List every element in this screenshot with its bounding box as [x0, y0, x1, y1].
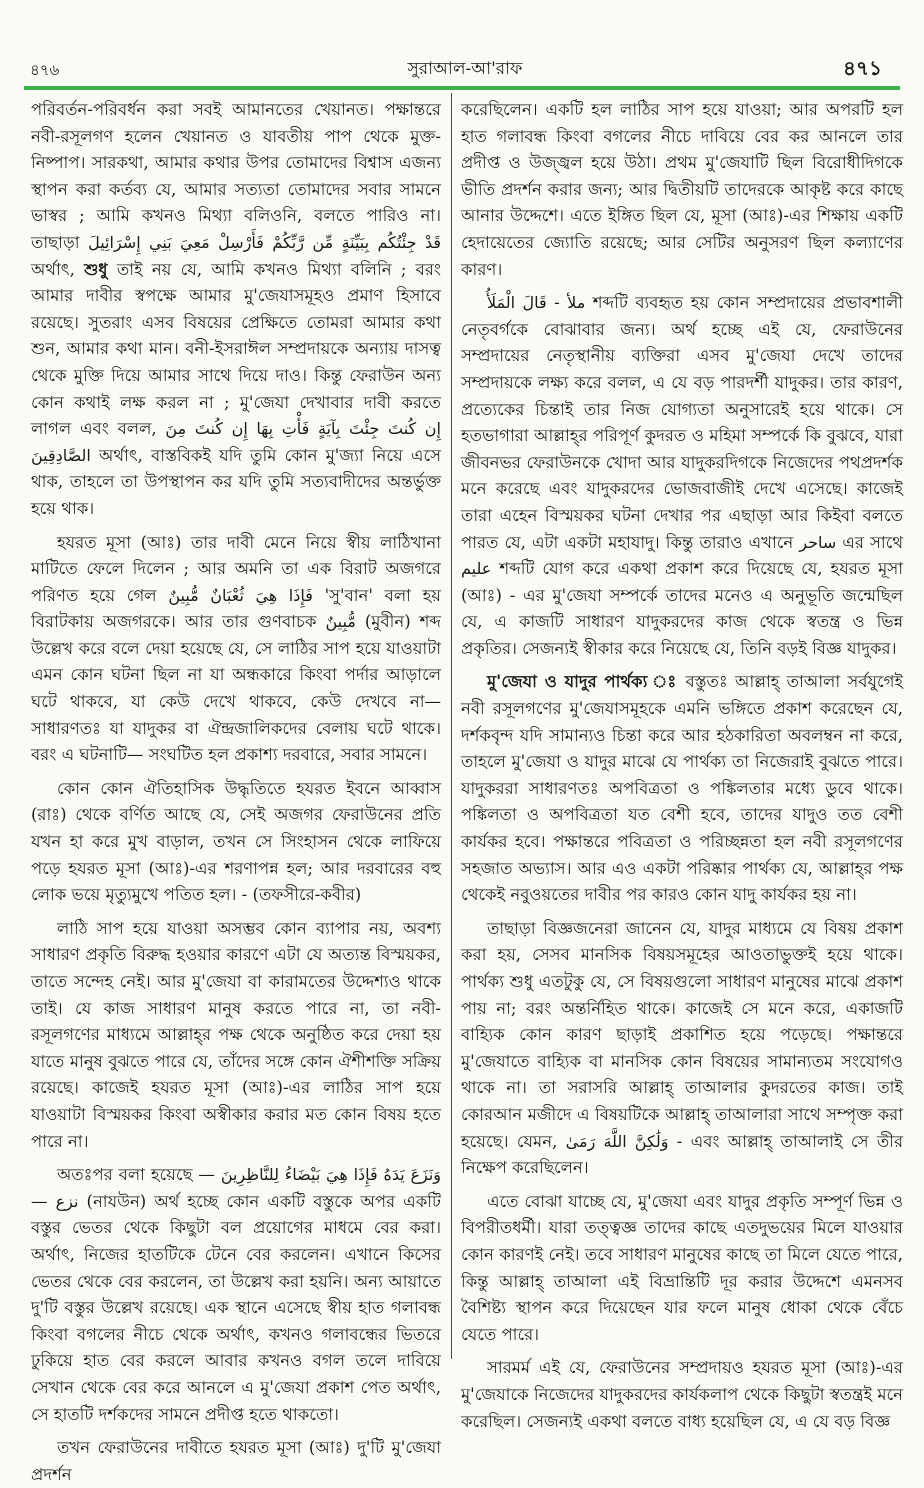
text-run: 'সু'বান' বলা হয় বিরাটকায় অজগরকে। আর তার গুণবাচক: [31, 585, 442, 632]
text-run: অর্থাৎ, বাস্তবিকই যদি তুমি কোন মু'জ্যা নিয়ে এসে থাক, তাহলে তা উপস্থাপন কর যদি তুমি সত্যবাদীদের অন্তর্ভুক্ত হয়ে থাক।: [31, 445, 442, 518]
arabic-quote: إِن كُنتَ جِئْتَ بِآيَةٍ فَأْتِ بِهَا إِن كُنتَ مِنَ الصَّادِقِينَ: [31, 419, 441, 465]
paragraph: [31, 97, 441, 523]
text-run: এতে বোঝা যাচ্ছে যে, মু'জেযা এবং যাদুর প্রকৃতি সম্পূর্ণ ভিন্ন ও বিপরীতধর্মী। যারা তত্ত্বজ্ঞ তাদের কাছে এতদুভয়ের মিলে যাওয়ার কোন কারণই নেই। তবে সাধারণ মানুষের কাছে তা মিলে যেতে পারে, কিন্তু আল্লাহ্‌ তাআলা এই বিভ্রান্তিটি দূর করার উদ্দেশে এমনসব বৈশিষ্ট্য স্থাপন করে দিয়েছেন যার ফলে মানুষ ধোকা থেকে বেঁচে যেতে পারে।: [461, 1191, 903, 1344]
paragraph: [461, 916, 903, 1182]
text-run: অর্থাৎ,: [31, 259, 75, 279]
left-column: [31, 97, 442, 1484]
text-run: পরিবর্তন-পরিবর্ধন করা সবই আমানতের খেয়ানত। পক্ষান্তরে নবী-রসূলগণ হলেন খেয়ানত ও যাবতীয় পাপ থেকে মুক্ত-নিষ্পাপ। সারকথা, আমার কথার উপর তোমাদের বিশ্বাস এজন্য স্থাপন করা কর্তব্য যে, আমার সত্যতা তোমাদের সবার সামনে ভাস্বর ; আমি কখনও মিথ্যা বলিওনি, বলতে পারিও না। তাছাড়া: [31, 100, 441, 252]
bold-text: শুধু: [84, 259, 108, 279]
text-run: করেছিলেন। একটি হল লাঠির সাপ হয়ে যাওয়া; আর অপরটি হল হাত গলাবন্ধ কিংবা বগলের নীচে দাবিয়ে বের কর আনলে তার প্রদীপ্ত ও উজ্জ্বল হয়ে উঠা। প্রথম মু'জেযাটি ছিল বিরোধীদিগকে ভীতি প্রদর্শন করার জন্য; আর দ্বিতীয়টি তাদেরকে আকৃষ্ট করে কাছে আনার উদ্দেশে। এতে ইঙ্গিত ছিল যে, মূসা (আঃ)-এর শিক্ষায় একটি হেদায়েতের জ্যোতি রয়েছে; আর সেটির অনুসরণ ছিল কল্যাণের কারণ।: [461, 100, 903, 279]
column-divider: [451, 93, 452, 1359]
right-column: [461, 97, 904, 1431]
text-run: তাই নয় যে, আমি কখনও মিথ্যা বলিনি ; বরং আমার দাবীর স্বপক্ষে আমার মু'জেযাসমূহও প্রমাণ হিসাবে রয়েছে। সুতরাং এসব বিষয়ের প্রেক্ষিতে তোমরা আমার কথা শুন, আমার কথা মান। বনী-ইসরাঈল সম্প্রদায়কে অন্যায় দাসত্ব থেকে মুক্তি দিয়ে আমার সাথে দিয়ে দাও। কিন্তু ফেরাউন অন্য কোন কথাই লক্ষ করল না ; মু'জেযা দেখাবার দাবী করতে লাগল এবং বলল,: [31, 259, 441, 439]
page-number-left: ৪৭৬: [30, 61, 60, 79]
section-heading: মু'জেযা ও যাদুর পার্থক্য ঃ: [487, 672, 679, 692]
paragraph: [31, 530, 441, 769]
text-run: বস্তুতঃ আল্লাহ্‌ তাআলা সর্বযুগেই নবী রসূলগণের মু'জেযাসমূহকে এমনি ভঙ্গিতে প্রকাশ করেছেন যে, দর্শকবৃন্দ যদি সামান্যও চিন্তা করে আর হঠকারিতা অবলম্বন না করে, তাহলে মু'জেযা ও যাদুর মাঝে যে পার্থক্য তা নিজেরাই বুঝতে পারে। যাদুকররা সাধারণতঃ অপবিত্রতা ও পঙ্কিলতার মধ্যে ডুবে থাকে। পঙ্কিলতা ও অপবিত্রতা যত বেশী হবে, তাদের যাদুও তত বেশী কার্যকর হবে। পক্ষান্তরে পবিত্রতা ও পরিচ্ছন্নতা হল নবী রসূলগণের সহজাত অভ্যাস। আর এও একটা পরিষ্কার পার্থক্য যে, আল্লাহ্‌র পক্ষ থেকেই নবুওয়তের দাবীর পর কারও কোন যাদু কার্যকর হয় না।: [461, 672, 904, 905]
paragraph: [461, 97, 903, 283]
text-run: - এবং আল্লাহ্‌ তাআলাই সে তীর নিক্ষেপ করেছিলেন।: [461, 1131, 904, 1178]
arabic-quote: مُّبِينٌ: [325, 612, 356, 632]
text-run: লাঠি সাপ হয়ে যাওয়া অসম্ভব কোন ব্যাপার নয়, অবশ্য সাধারণ প্রকৃতি বিরুদ্ধ হওয়ার কারণে এটা যে অত্যন্ত বিস্ময়কর, তাতে সন্দেহ নেই। আর মু'জেযা বা কারামতের উদ্দেশ্যও থাকে তাই। যে কাজ সাধারণ মানুষ করতে পারে না, তা নবী-রসূলগণের মাধ্যমে আল্লাহ্‌র পক্ষ থেকে অনুষ্ঠিত করে দেয়া হয় যাতে মানুষ বুঝতে পারে যে, তাঁদের সঙ্গে কোন ঐশীশক্তি সক্রিয় রয়েছে। কাজেই হযরত মূসা (আঃ)-এর লাঠির সাপ হয়ে যাওয়াটা বিস্ময়কর কিংবা অস্বীকার করার মত কোন বিষয় হতে পারে না।: [31, 918, 441, 1151]
text-run: তখন ফেরাউনের দাবীতে হযরত মূসা (আঃ) দু'টি মু'জেযা প্রদর্শন: [31, 1438, 441, 1484]
text-run: (মুবীন) শব্দ উল্লেখ করে বলে দেয়া হয়েছে যে, সে লাঠির সাপ হয়ে যাওয়াটা এমন কোন ঘটনা ছিল না যা অন্ধকারে কিংবা পর্দার আড়ালে ঘটে থাকবে, যা কেউ দেখে থাকবে, কেউ দেখবে না— সাধারণতঃ যা যাদুকর বা ঐন্দ্রজালিকদের বেলায় ঘটে থাকে। বরং এ ঘটনাটি— সংঘটিত হল প্রকাশ্য দরবারে, সবার সামনে।: [31, 612, 442, 765]
paragraph: [461, 290, 903, 662]
arabic-quote: وَنَزَعَ يَدَهُ فَإِذَا هِيَ بَيْضَاءُ لِلنَّاظِرِينَ: [220, 1165, 441, 1185]
paragraph: [461, 669, 903, 908]
text-run: কোন কোন ঐতিহাসিক উদ্ধৃতিতে হযরত ইবনে আব্বাস (রাঃ) থেকে বর্ণিত আছে যে, সেই অজগর ফেরাউনের প্রতি যখন হা করে মুখ বাড়াল, তখন সে সিংহাসন থেকে লাফিয়ে পড়ে হযরত মূসা (আঃ)-এর শরণাপন্ন হল; আর দরবারের বহু লোক ভয়ে মৃত্যুমুখে পতিত হল। - (তফসীরে-কবীর): [31, 778, 441, 905]
text-run: —: [31, 1191, 48, 1211]
text-run: তাছাড়া বিজ্ঞজনেরা জানেন যে, যাদুর মাধ্যমে যে বিষয় প্রকাশ করা হয়, সেসব মানসিক বিষয়সমূহের আওতাভুক্তই হয়ে থাকে। পার্থক্য শুধু এতটুকু যে, সে বিষয়গুলো সাধারণ মানুষের মাঝে প্রকাশ পায় না; বরং অন্তর্নিহিত থাকে। কাজেই সে মনে করে, একাজটি বাহ্যিক কোন কারণ ছাড়াই প্রকাশিত হয়ে পড়েছে। পক্ষান্তরে মু'জেযাতে বাহ্যিক বা মানসিক কোন বিষয়ের সামান্যতম সংযোগও থাকে না। তা সরাসরি আল্লাহ্‌ তাআলার কুদরতের কাজ। তাই কোরআন মজীদে এ বিষয়টিকে আল্লাহ্‌ তাআলারা সাথে সম্পৃক্ত করা হয়েছে। যেমন,: [461, 918, 903, 1151]
text-run: (নাযউন) অর্থ হচ্ছে কোন একটি বস্তুকে অপর একটি বস্তুর ভেতর থেকে কিছুটা বল প্রয়োগের মাধমে বের করা। অর্থাৎ, নিজের হাতটিকে টেনে বের করলেন। এখানে কিসের ভেতর থেকে বের করলেন, তা উল্লেখ করা হয়নি। অন্য আয়াতে দু'টি বস্তুর উল্লেখ রয়েছে। এক স্থানে এসেছে স্বীয় হাত গলাবন্ধ কিংবা বগলের নীচে থেকে অর্থাৎ, কখনও গলাবন্ধের ভিতরে ঢুকিয়ে হাত বের করলে আবার কখনও বগল তলে দাবিয়ে সেখান থেকে বের করে আনলে এ মু'জেযা প্রকাশ পেত অর্থাৎ, সে হাতটি দর্শকদের সামনে প্রদীপ্ত হতে থাকতো।: [31, 1191, 441, 1424]
paragraph: [461, 1355, 903, 1435]
arabic-quote: عليم: [461, 559, 492, 579]
paragraph: [31, 1162, 441, 1428]
paragraph: [31, 1435, 441, 1488]
text-run: সারমর্ম এই যে, ফেরাউনের সম্প্রদায়ও হযরত মূসা (আঃ)-এর মু'জেযাকে নিজেদের যাদুকরদের কার্যকলাপ থেকে কিছুটা স্বতন্ত্রই মনে করেছিল। সেজন্যই একথা বলতে বাধ্য হয়েছিল যে, এ যে বড় বিজ্ঞ: [461, 1358, 903, 1431]
text-run: হযরত মূসা (আঃ) তার দাবী মেনে নিয়ে স্বীয় লাঠিখানা মাটিতে ফেলে দিলেন ; আর অমনি তা এক বিরাট অজগরে পরিণত হয়ে গেল: [31, 532, 441, 605]
arabic-quote: قَدْ جِئْتُكُم بِبَيِّنَةٍ مِّن رَّبِّكُمْ فَأَرْسِلْ مَعِيَ بَنِي إِسْرَائِيلَ: [88, 232, 442, 252]
arabic-quote: نزع: [55, 1191, 79, 1211]
paragraph: [31, 776, 441, 909]
text-run: শব্দটি যোগ করে একথা প্রকাশ করে দিয়েছে যে, হযরত মূসা (আঃ) - এর মু'জেযা সম্পর্কে তাদের মনেও এ অনুভূতি জন্মেছিল যে, এ কাজটি সাধারণ যাদুকরদের কাজ থেকে স্বতন্ত্র ও ভিন্ন প্রকৃতির। সেজন্যই স্বীকার করে নিয়েছে যে, তিনি বড়ই বিজ্ঞ যাদুকর।: [461, 559, 904, 658]
arabic-quote: ساحر: [799, 532, 837, 552]
arabic-quote: وَلَٰكِنَّ اللَّهَ رَمَىٰ: [565, 1131, 669, 1151]
text-run: অতঃপর বলা হয়েছে —: [57, 1165, 215, 1185]
paragraph: [461, 1189, 903, 1349]
text-run: -: [554, 293, 560, 313]
arabic-quote: ملأ: [567, 293, 586, 313]
surah-title: সুরাআল-আ'রাফ: [407, 59, 523, 79]
page-number-right: ৪৭১: [843, 56, 882, 80]
text-run: শব্দটি ব্যবহৃত হয় কোন সম্প্রদায়ের প্রভাবশালী নেতৃবর্গকে বোঝাবার জন্য। অর্থ হচ্ছে এই যে, ফেরাউনের সম্প্রদায়ের নেতৃস্থানীয় ব্যক্তিরা এসব মু'জেযা দেখে তাদের সম্প্রদায়কে লক্ষ্য করে বলল, এ যে বড় পারদর্শী যাদুকর। তার কারণ, প্রত্যেকের চিন্তাই তার নিজ যোগ্যতা অনুসারেই হয়ে থাকে। সে হতভাগারা আল্লাহ্‌র পরিপূর্ণ কুদরত ও মহিমা সম্পর্কে কি বুঝবে, যারা জীবনভর ফেরাউনকে খোদা আর যাদুকরদিগকে নিজেদের পথপ্রদর্শক মনে করেছে এবং যাদুকরদের ভোজবাজীই দেখে এসেছে। কাজেই তারা এহেন বিস্ময়কর ঘটনা দেখার পর এছাড়া আর কিইবা বলতে পারত যে, এটা একটা মহাযাদু। কিন্তু তারাও এখানে: [461, 293, 904, 552]
text-run: এর সাথে: [842, 532, 904, 552]
paragraph: [31, 916, 441, 1155]
arabic-quote: فَإِذَا هِيَ ثُعْبَانٌ مُّبِينٌ: [168, 585, 313, 605]
header-rule: [24, 86, 900, 90]
arabic-quote: قَالَ الْمَلَأُ: [487, 293, 547, 313]
